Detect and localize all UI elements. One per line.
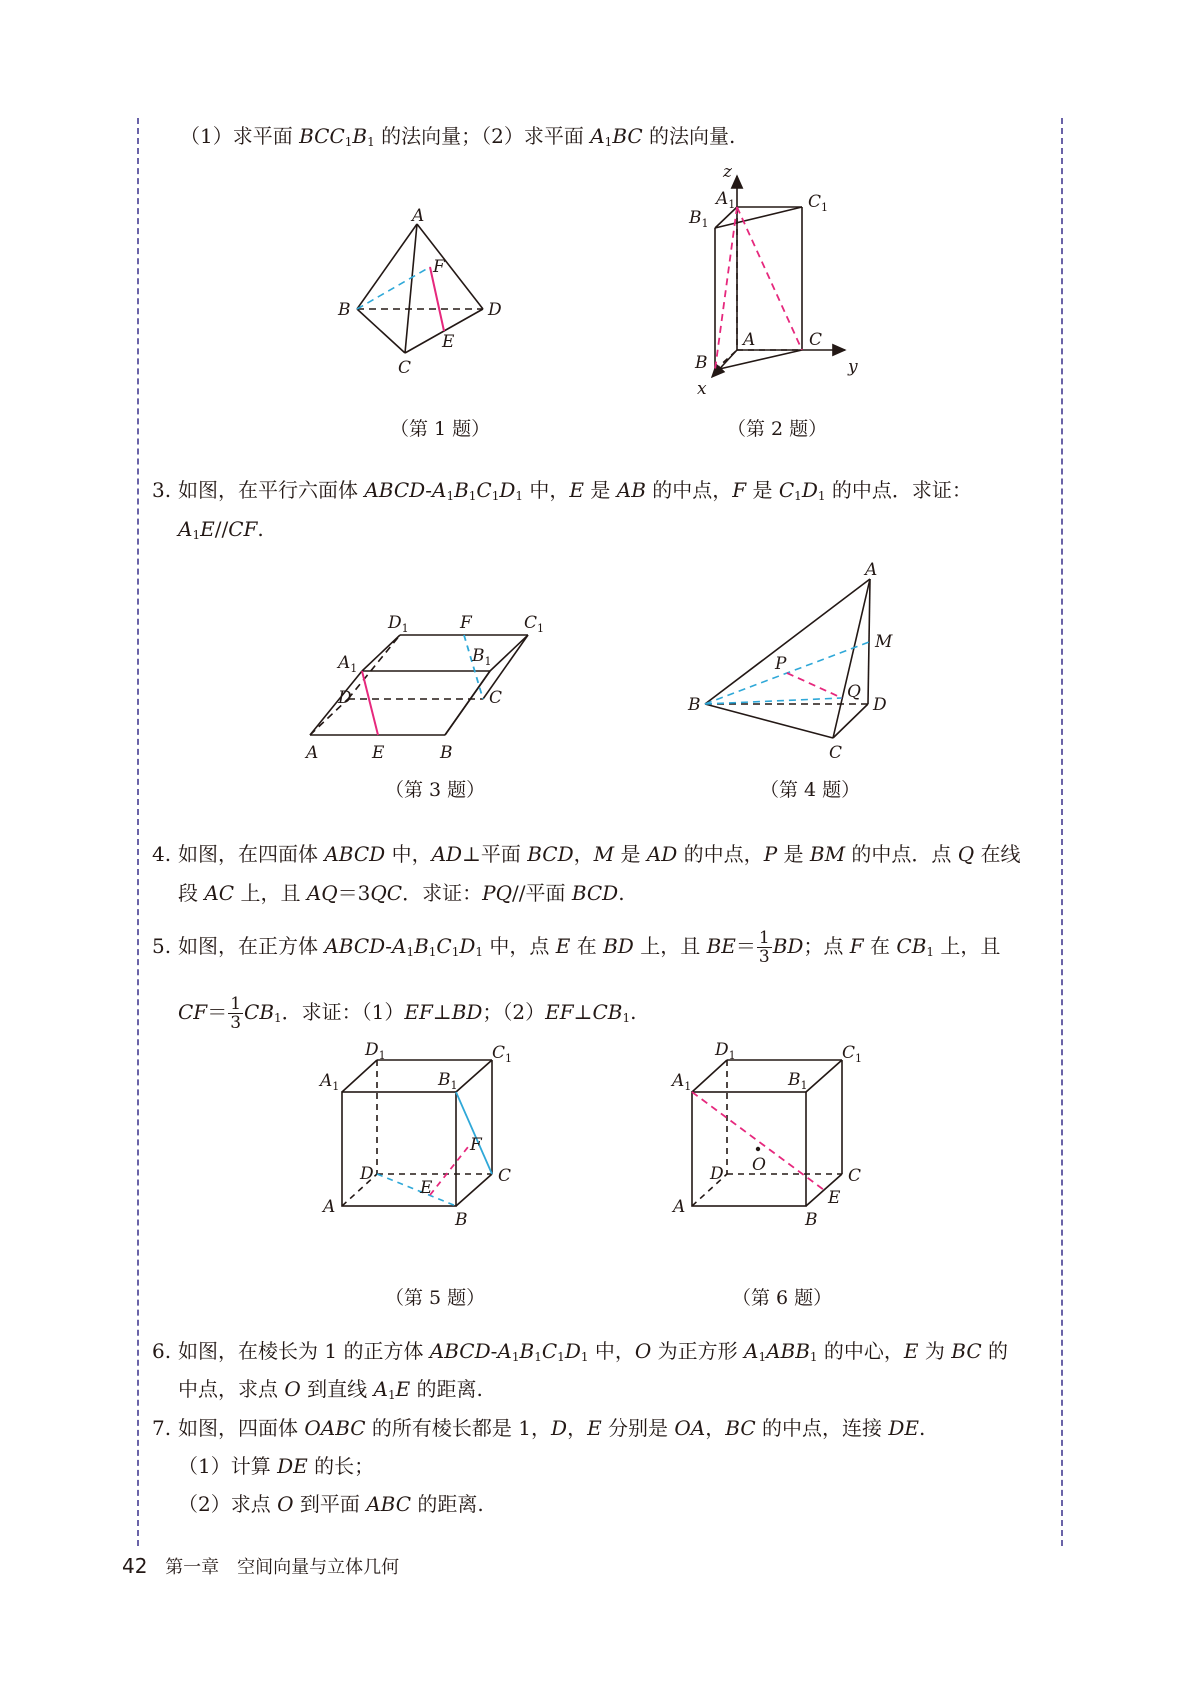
figure-3-parallelepiped <box>300 605 560 765</box>
fig2-label-x: x <box>697 379 707 399</box>
caption-fig3: （第 3 题） <box>385 779 486 801</box>
page-footer <box>122 1553 399 1579</box>
fig5-label-A: A <box>323 1197 336 1217</box>
caption-fig6: （第 6 题） <box>732 1287 833 1309</box>
fig5-label-B: B <box>455 1210 468 1230</box>
fig6-label-C1: $C_1$ <box>842 1043 863 1065</box>
fig2-label-B1: $B_1$ <box>689 208 709 230</box>
fig3-label-D1: $D_1$ <box>388 613 409 635</box>
caption-fig5: （第 5 题） <box>385 1287 486 1309</box>
caption-fig1: （第 1 题） <box>390 418 491 440</box>
problem7-line1: 7. 如图，四面体 OABC 的所有棱长都是 1，D，E 分别是 OA，BC 的中点，连接 DE. <box>152 1416 926 1440</box>
left-margin-dash <box>137 118 139 1546</box>
fig3-label-F: F <box>460 613 472 633</box>
figure-6-cube <box>670 1040 890 1260</box>
fig6-label-C: C <box>848 1166 862 1186</box>
problem2-parts: （1）求平面 $BCC_1B_1$ 的法向量；（2）求平面 $A_1BC$ 的法向量. <box>180 124 736 149</box>
fig5-label-B1: $B_1$ <box>438 1070 458 1092</box>
problem7-part1: （1）计算 DE 的长； <box>178 1454 375 1478</box>
fig4-label-C: C <box>829 743 843 763</box>
fig4-label-Q: Q <box>847 682 861 702</box>
fig2-label-A: A <box>743 330 756 350</box>
fig3-label-B1: $B_1$ <box>472 646 492 668</box>
fig1-label-A: A <box>412 206 425 226</box>
fig4-label-A: A <box>865 560 878 580</box>
chapter-title: 第一章 空间向量与立体几何 <box>165 1557 400 1578</box>
fig5-label-C: C <box>498 1166 512 1186</box>
caption-fig2: （第 2 题） <box>727 418 828 440</box>
fig3-label-B: B <box>440 743 453 763</box>
fig2-label-C1: $C_1$ <box>808 192 829 214</box>
fig1-label-D: D <box>488 300 502 320</box>
fig6-label-D1: $D_1$ <box>715 1040 736 1062</box>
fig1-label-C: C <box>398 358 412 378</box>
figure-1-tetrahedron <box>320 206 540 405</box>
fig4-label-D: D <box>873 695 887 715</box>
fig1-label-B: B <box>338 300 351 320</box>
fig3-label-D: D <box>338 688 352 708</box>
problem6-line2: 中点，求点 O 到直线 $A_1E$ 的距离. <box>178 1377 483 1402</box>
fig6-label-E: E <box>828 1188 841 1208</box>
fig3-label-A1: $A_1$ <box>338 653 358 675</box>
problem5-line1: 5. 如图，在正方体 ABCD-$A_1B_1C_1D_1$ 中，点 E 在 BD 上，且 BE＝ $\frac{1}{3}$ BD；点 F 在 $CB_1$ 上，且 <box>152 928 1001 967</box>
fig4-label-M: M <box>875 632 893 652</box>
fig6-label-A1: $A_1$ <box>672 1071 692 1093</box>
fig5-label-A1: $A_1$ <box>320 1071 340 1093</box>
right-margin-dash <box>1061 118 1063 1546</box>
fig5-label-C1: $C_1$ <box>492 1043 513 1065</box>
fig3-label-A: A <box>306 743 319 763</box>
fig6-label-B1: $B_1$ <box>788 1070 808 1092</box>
figure-5-cube <box>320 1040 540 1260</box>
fig5-label-F: F <box>470 1135 482 1155</box>
fig2-label-y: y <box>848 357 858 377</box>
fig6-label-A: A <box>673 1197 686 1217</box>
fig3-label-E: E <box>372 743 385 763</box>
fig2-label-B: B <box>695 353 708 373</box>
fig6-label-O: O <box>752 1155 766 1175</box>
fig6-label-D: D <box>710 1164 724 1184</box>
problem4-line1: 4. 如图，在四面体 ABCD 中，AD⊥平面 BCD，M 是 AD 的中点，P 是 BM 的中点．点 Q 在线 <box>152 842 1021 866</box>
problem5-line2: CF＝ $\frac{1}{3}$ $CB_1$．求证：（1）EF⊥BD；$(2)EF\perp CB_1$. <box>178 994 637 1033</box>
fig4-label-B: B <box>688 695 701 715</box>
problem3-line2: $A_1E//CF$. <box>178 517 264 542</box>
problem6-line1: 6. 如图，在棱长为 1 的正方体 ABCD-$A_1B_1C_1D_1$ 中，O 为正方形 $A_1ABB_1$ 的中心，E 为 BC 的 <box>152 1339 1008 1364</box>
fig3-label-C1: $C_1$ <box>524 613 545 635</box>
fig2-label-A1: $A_1$ <box>716 189 736 211</box>
fig1-label-F: F <box>433 257 445 277</box>
problem4-line2: 段 AC 上，且 AQ＝3QC．求证：PQ//平面 BCD. <box>178 881 625 905</box>
fig5-label-D: D <box>360 1164 374 1184</box>
caption-fig4: （第 4 题） <box>760 779 861 801</box>
fig2-label-C: C <box>809 330 823 350</box>
problem3-line1: 3. 如图，在平行六面体 ABCD-$A_1B_1C_1D_1$ 中，E 是 AB 的中点，F 是 $C_1D_1$ 的中点．求证： <box>152 478 972 503</box>
problem7-part2: （2）求点 O 到平面 ABC 的距离. <box>178 1492 484 1516</box>
figure-2-prism-axes <box>655 160 885 399</box>
fig3-label-C: C <box>489 688 503 708</box>
fig6-label-B: B <box>805 1210 818 1230</box>
figure-4-tetrahedron <box>685 560 915 765</box>
fig2-label-z: z <box>723 162 732 182</box>
fig5-label-D1: $D_1$ <box>365 1040 386 1062</box>
fig1-label-E: E <box>442 332 455 352</box>
fig4-label-P: P <box>775 654 787 674</box>
page-number: 42 <box>122 1554 148 1578</box>
fig5-label-E: E <box>420 1178 433 1198</box>
